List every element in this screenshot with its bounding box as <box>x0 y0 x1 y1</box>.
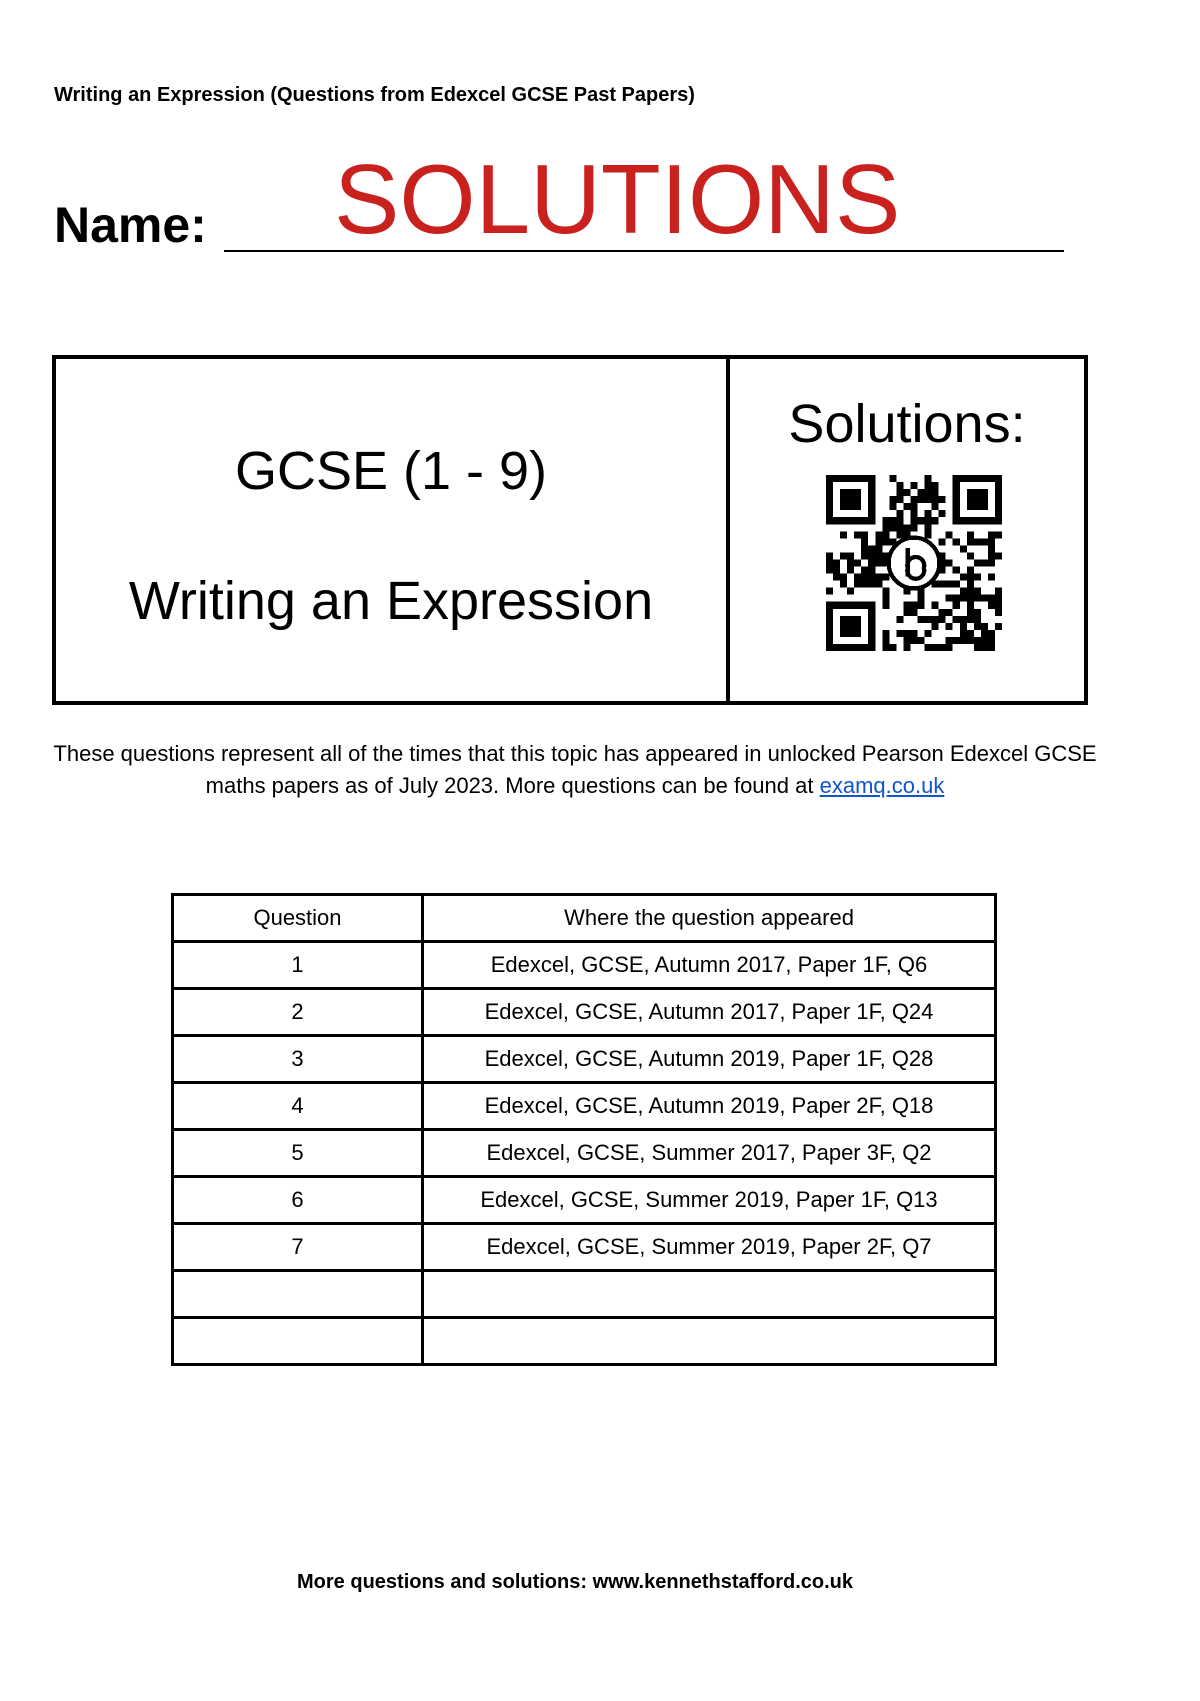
footer-text: More questions and solutions: www.kennethstafford.co.uk <box>297 1571 853 1593</box>
question-number <box>173 1271 423 1318</box>
topic-title: Writing an Expression <box>128 571 654 631</box>
question-source: Edexcel, GCSE, Autumn 2017, Paper 1F, Q6 <box>423 942 996 989</box>
examq-link[interactable]: examq.co.uk <box>819 773 945 798</box>
question-source <box>423 1318 996 1365</box>
table-row <box>173 1271 996 1318</box>
question-number: 1 <box>173 942 423 989</box>
table-row <box>173 942 996 989</box>
title-box-left <box>56 359 730 701</box>
question-source: Edexcel, GCSE, Summer 2017, Paper 3F, Q2 <box>423 1130 996 1177</box>
question-source: Edexcel, GCSE, Autumn 2019, Paper 2F, Q18 <box>423 1083 996 1130</box>
table-header-row <box>173 895 996 942</box>
question-source: Edexcel, GCSE, Summer 2019, Paper 1F, Q13 <box>423 1177 996 1224</box>
question-number: 4 <box>173 1083 423 1130</box>
table-row <box>173 1083 996 1130</box>
questions-table <box>171 893 997 1366</box>
table-row <box>173 1224 996 1271</box>
question-number: 6 <box>173 1177 423 1224</box>
question-source: Edexcel, GCSE, Summer 2019, Paper 2F, Q7 <box>423 1224 996 1271</box>
question-number <box>173 1318 423 1365</box>
question-source: Edexcel, GCSE, Autumn 2019, Paper 1F, Q28 <box>423 1036 996 1083</box>
table-row <box>173 1177 996 1224</box>
gcse-grade-range: GCSE (1 - 9) <box>234 441 548 501</box>
table-row <box>173 1130 996 1177</box>
table-row <box>173 1036 996 1083</box>
solutions-stamp: SOLUTIONS <box>334 144 901 254</box>
name-label: Name: <box>54 197 207 253</box>
intro-paragraph <box>50 738 1100 802</box>
column-header-question: Question <box>173 895 423 942</box>
question-number: 5 <box>173 1130 423 1177</box>
question-number: 3 <box>173 1036 423 1083</box>
question-number: 7 <box>173 1224 423 1271</box>
question-source <box>423 1271 996 1318</box>
question-number: 2 <box>173 989 423 1036</box>
qr-code-icon[interactable] <box>826 475 1002 651</box>
title-box-right <box>730 359 1084 701</box>
question-source: Edexcel, GCSE, Autumn 2017, Paper 1F, Q24 <box>423 989 996 1036</box>
table-row <box>173 989 996 1036</box>
solutions-label: Solutions: <box>788 394 1026 454</box>
name-field <box>54 144 1064 260</box>
column-header-source: Where the question appeared <box>423 895 996 942</box>
title-box <box>52 355 1088 705</box>
document-title: Writing an Expression (Questions from Edexcel GCSE Past Papers) <box>54 84 695 106</box>
table-row <box>173 1318 996 1365</box>
intro-text: These questions represent all of the times that this topic has appeared in unlocked Pearson Edexcel GCSE maths papers as of July 2023. More questions can be found at <box>53 741 1097 798</box>
